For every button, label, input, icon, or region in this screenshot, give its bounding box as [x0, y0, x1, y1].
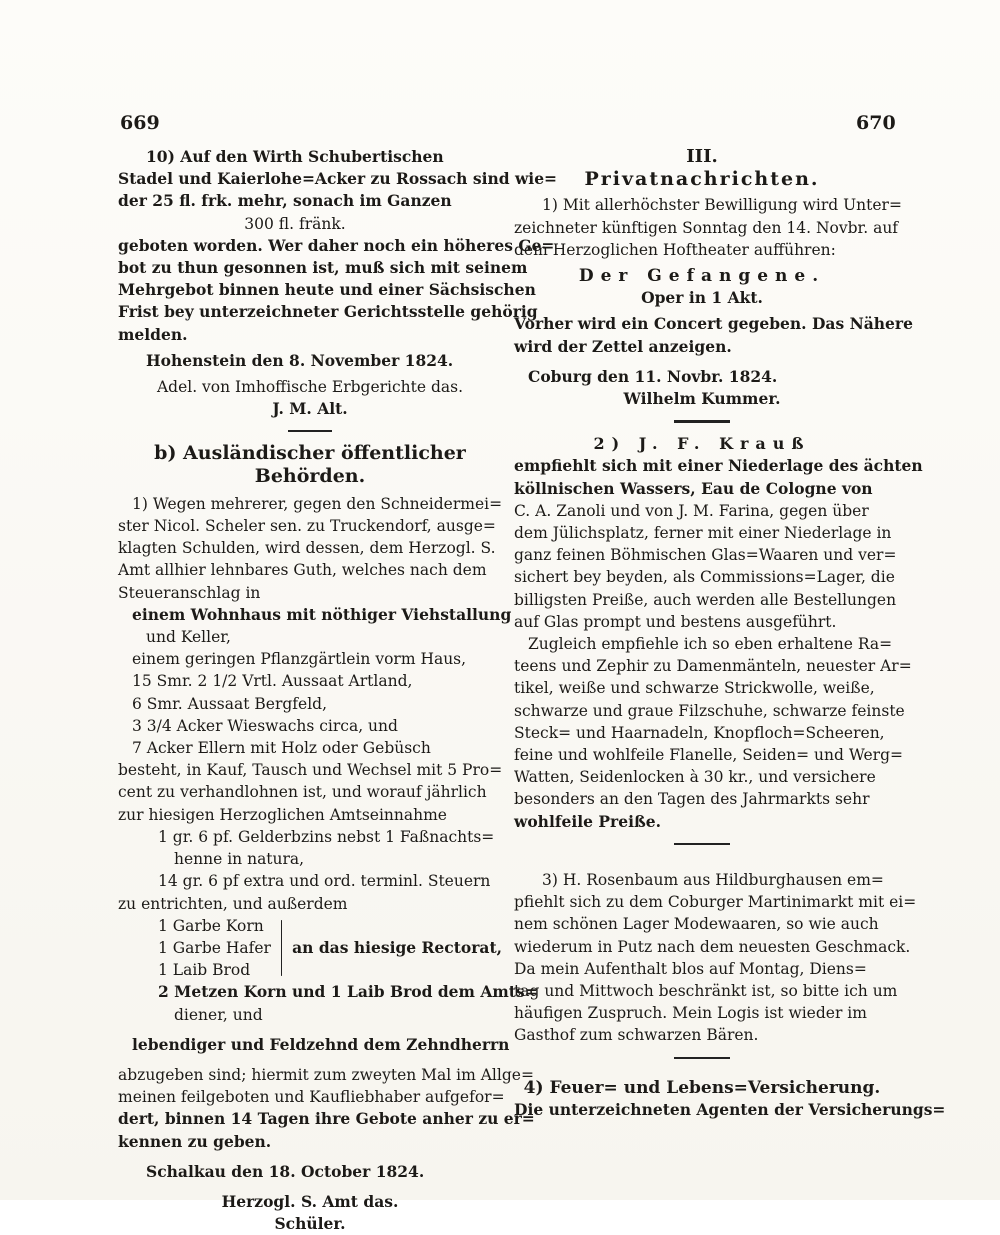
more-item: diener, und [174, 1005, 263, 1024]
notice-2-line: Watten, Seidenlocken à 30 kr., und versichere [514, 768, 876, 787]
notice-3-line: tag und Mittwoch beschränkt ist, so bitte ich um [514, 981, 898, 1000]
notice-2-name: 2) J. F. Krauß [593, 434, 811, 454]
divider [674, 1057, 730, 1059]
place-date: Coburg den 11. Novbr. 1824. [528, 366, 778, 386]
page-number-left: 669 [120, 112, 160, 134]
notice-2-line: dem Jülichsplatz, ferner mit einer Niederlage in [514, 524, 892, 543]
place-date: Hohenstein den 8. November 1824. [146, 350, 454, 370]
notice-3-line: nem schönen Lager Modewaaren, so wie auch [514, 915, 879, 934]
notice-1-line: zeichneter künftigen Sonntag den 14. Novbr. auf [514, 218, 899, 237]
dues-line: 1 gr. 6 pf. Gelderbzins nebst 1 Faßnachts= [158, 827, 495, 846]
item-1-line: ster Nicol. Scheler sen. zu Truckendorf, ausge= [118, 517, 496, 536]
tithe-item: 1 Laib Brod [158, 961, 251, 980]
estate-item: einem Wohnhaus mit nöthiger Viehstallung [132, 604, 512, 624]
divider [288, 430, 332, 432]
notice-2-line: billigsten Preiße, auch werden alle Bestellungen [514, 590, 897, 609]
right-column [514, 146, 946, 1121]
item-1-line: 1) Wegen mehrerer, gegen den Schneidermei= [132, 494, 503, 513]
notice-1-tail: wird der Zettel anzeigen. [514, 336, 732, 356]
notice-2-line: sichert bey beyden, als Commissions=Lager, die [514, 568, 895, 587]
notice-2-line: teens und Zephir zu Damenmänteln, neuester Ar= [514, 657, 912, 676]
notice-2-line: wohlfeile Preiße. [514, 811, 662, 831]
item-1-cont-line: besteht, in Kauf, Tausch und Wechsel mit 5 Pro= [118, 761, 503, 780]
item-1-end-line: abzugeben sind; hiermit zum zweyten Mal im Allge= [118, 1065, 534, 1084]
notice-3-line: häufigen Zuspruch. Mein Logis ist wieder im [514, 1004, 867, 1023]
item-1-cont-line: zur hiesigen Herzoglichen Amtseinnahme [118, 805, 447, 824]
opera-subtitle: Oper in 1 Akt. [641, 288, 763, 308]
tithe-item: 1 Garbe Hafer [158, 938, 271, 957]
authority: Adel. von Imhoffische Erbgerichte das. [156, 378, 464, 397]
notice-2-line: auf Glas prompt und bestens ausgeführt. [514, 612, 837, 631]
notice-3-line: Gasthof zum schwarzen Bären. [514, 1026, 759, 1045]
notice-2-line: köllnischen Wassers, Eau de Cologne von [514, 478, 873, 498]
item-10-line: der 25 fl. frk. mehr, sonach im Ganzen [118, 191, 452, 211]
notice-4-line: Die unterzeichneten Agenten der Versicherungs= [514, 1099, 946, 1119]
left-column [118, 146, 558, 1235]
opera-title: Der Gefangene. [578, 266, 826, 287]
estate-item: 15 Smr. 2 1/2 Vrtl. Aussaat Artland, [132, 672, 413, 691]
notice-1-line: dem Herzoglichen Hoftheater aufführen: [514, 240, 836, 259]
estate-item: 7 Acker Ellern mit Holz oder Gebüsch [132, 739, 431, 758]
tithe-group [118, 915, 502, 982]
notice-2-line: Zugleich empfiehle ich so eben erhaltene Ra= [528, 635, 893, 654]
notice-2-line: feine und wohlfeile Flanelle, Seiden= und Werg= [514, 746, 903, 765]
place-date: Schalkau den 18. October 1824. [146, 1161, 425, 1181]
paragraph-line: geboten worden. Wer daher noch ein höheres Ge= [118, 235, 555, 255]
tithe-recipient: an das hiesige Rectorat, [292, 937, 502, 957]
authority: Herzogl. S. Amt das. [221, 1191, 399, 1211]
notice-3-line: pfiehlt sich zu dem Coburger Martinimarkt mit ei= [514, 893, 917, 912]
page-number-right: 670 [856, 112, 896, 134]
notice-1-tail: Vorher wird ein Concert gegeben. Das Nähere [514, 314, 913, 334]
section-number: III. [686, 146, 718, 167]
notice-3-line: wiederum in Putz nach dem neuesten Geschmack. [514, 937, 911, 956]
divider [674, 843, 730, 845]
signer: Schüler. [274, 1214, 346, 1234]
item-1-line: klagten Schulden, wird dessen, dem Herzogl. S. [118, 539, 496, 558]
notice-2-line: ganz feinen Böhmischen Glas=Waaren und ver= [514, 546, 897, 565]
dues-line: 14 gr. 6 pf extra und ord. terminl. Steuern [158, 872, 491, 891]
estate-item: 6 Smr. Aussaat Bergfeld, [132, 694, 327, 713]
section-heading-b: b) Ausländischer öffentlicher Behörden. [154, 442, 466, 487]
item-1-line: Steueranschlag in [118, 583, 261, 602]
dues-tail: zu entrichten, und außerdem [118, 894, 348, 913]
notice-2-line: Steck= und Haarnadeln, Knopfloch=Scheeren, [514, 723, 885, 742]
notice-2-line: besonders an den Tagen des Jahrmarkts sehr [514, 790, 870, 809]
item-1-end-line: kennen zu geben. [118, 1131, 272, 1151]
paragraph-line: bot zu thun gesonnen ist, muß sich mit seinem [118, 258, 528, 278]
item-1-cont-line: cent zu verhandlohnen ist, und worauf jährlich [118, 783, 487, 802]
section-title: Privatnachrichten. [584, 168, 820, 191]
estate-item: und Keller, [146, 628, 231, 647]
divider [674, 420, 730, 423]
dues-line: henne in natura, [174, 850, 305, 869]
estate-item: einem geringen Pflanzgärtlein vorm Haus, [132, 650, 467, 669]
estate-item: 3 3/4 Acker Wieswachs circa, und [132, 716, 398, 735]
item-1-line: Amt allhier lehnbares Guth, welches nach dem [118, 561, 487, 580]
item-1-end-line: meinen feilgeboten und Kaufliebhaber aufgefor= [118, 1088, 505, 1107]
notice-2-line: schwarze und graue Filzschuhe, schwarze feinste [514, 701, 905, 720]
notice-4-title: 4) Feuer= und Lebens=Versicherung. [523, 1077, 881, 1098]
item-10-line: Stadel und Kaierlohe=Acker zu Rossach sind wie= [118, 169, 558, 189]
notice-2-line: tikel, weiße und schwarze Strickwolle, weiße, [514, 679, 875, 698]
paragraph-line: Frist bey unterzeichneter Gerichtsstelle gehörig [118, 302, 538, 322]
notice-3-line: Da mein Aufenthalt blos auf Montag, Diens= [514, 959, 867, 978]
brace [281, 920, 282, 976]
notice-2-line: empfiehlt sich mit einer Niederlage des ächten [514, 456, 923, 476]
signer: J. M. Alt. [272, 399, 348, 419]
more-item: 2 Metzen Korn und 1 Laib Brod dem Amts= [158, 982, 538, 1002]
item-1-end-line: dert, binnen 14 Tagen ihre Gebote anher zu er= [118, 1109, 535, 1129]
signer: Wilhelm Kummer. [623, 389, 781, 409]
notice-3-line: 3) H. Rosenbaum aus Hildburghausen em= [542, 870, 884, 889]
tithe-line: lebendiger und Feldzehnd dem Zehndherrn [132, 1034, 510, 1054]
paragraph-line: Mehrgebot binnen heute und einer Sächsischen [118, 280, 536, 300]
paragraph-line: melden. [118, 324, 188, 344]
notice-1-line: 1) Mit allerhöchster Bewilligung wird Unter= [542, 196, 902, 215]
amount: 300 fl. fränk. [244, 214, 346, 233]
item-10-line: 10) Auf den Wirth Schubertischen [146, 147, 444, 166]
tithe-item: 1 Garbe Korn [158, 916, 264, 935]
notice-2-line: C. A. Zanoli und von J. M. Farina, gegen über [514, 501, 869, 520]
